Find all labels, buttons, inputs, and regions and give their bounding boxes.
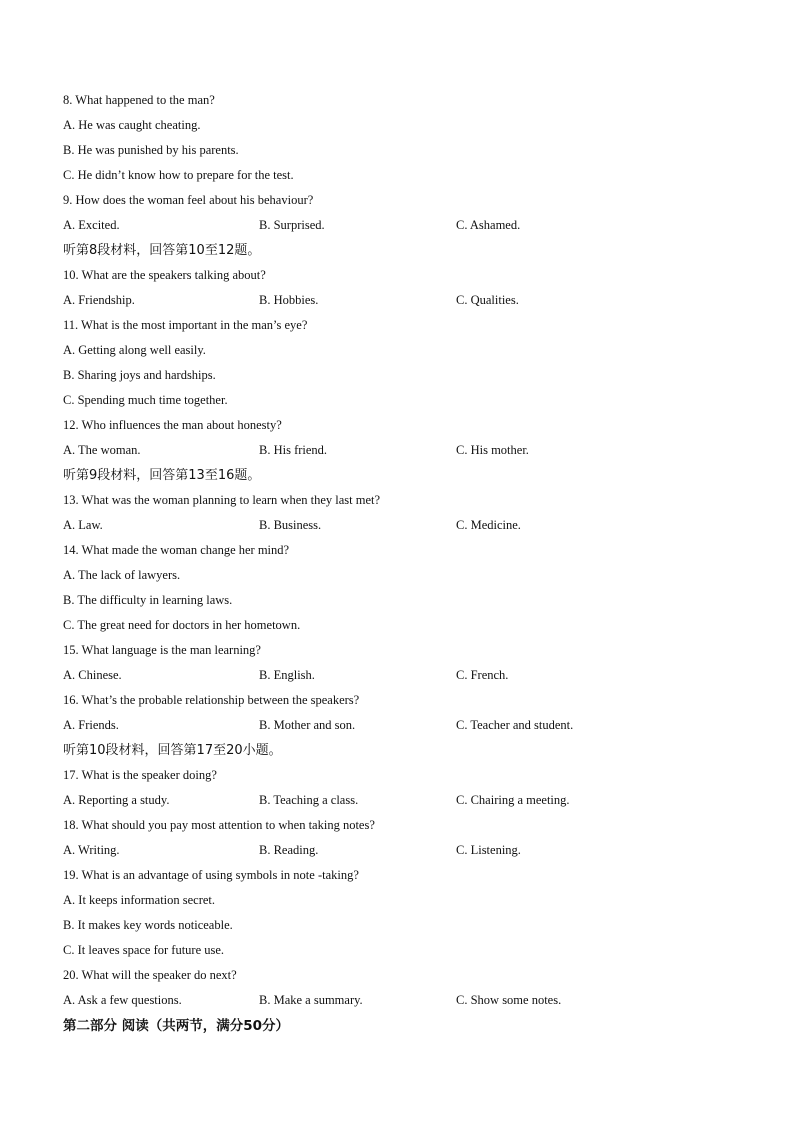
line-text: B. He was punished by his parents. xyxy=(63,143,239,157)
option-line xyxy=(63,563,743,588)
question-text xyxy=(63,863,743,888)
section-instruction xyxy=(63,463,743,488)
option-line xyxy=(63,338,743,363)
line-text: C. The great need for doctors in her hometown. xyxy=(63,618,301,632)
option-row xyxy=(63,288,743,313)
line-text: 13. What was the woman planning to learn when they last met? xyxy=(63,493,381,507)
option-row xyxy=(63,438,743,463)
line-text: 12. Who influences the man about honesty? xyxy=(63,418,282,432)
option-line xyxy=(63,388,743,413)
line-text: 9. How does the woman feel about his behaviour? xyxy=(63,193,314,207)
option-b: B. Make a summary. xyxy=(259,993,363,1007)
line-text: C. He didn’t know how to prepare for the test. xyxy=(63,168,294,182)
line-text: C. Spending much time together. xyxy=(63,393,228,407)
question-text xyxy=(63,413,743,438)
option-b: B. Hobbies. xyxy=(259,293,319,307)
line-text: A. The lack of lawyers. xyxy=(63,568,181,582)
option-b: B. Teaching a class. xyxy=(259,793,359,807)
option-line xyxy=(63,113,743,138)
option-c: C. Medicine. xyxy=(456,518,521,532)
line-text: B. The difficulty in learning laws. xyxy=(63,593,233,607)
line-text: 听第10段材料，回答第17至20小题。 xyxy=(63,743,282,758)
line-text: 14. What made the woman change her mind? xyxy=(63,543,290,557)
option-b: B. Business. xyxy=(259,518,322,532)
option-a: A. Excited. xyxy=(63,218,120,232)
option-line xyxy=(63,913,743,938)
question-text xyxy=(63,688,743,713)
question-text xyxy=(63,88,743,113)
line-text: B. It makes key words noticeable. xyxy=(63,918,233,932)
question-text xyxy=(63,313,743,338)
part-heading xyxy=(63,1013,743,1040)
line-text: 17. What is the speaker doing? xyxy=(63,768,217,782)
option-a: A. Friendship. xyxy=(63,293,135,307)
option-line xyxy=(63,138,743,163)
option-row xyxy=(63,788,743,813)
option-row xyxy=(63,213,743,238)
option-a: A. Chinese. xyxy=(63,668,122,682)
option-line xyxy=(63,938,743,963)
option-a: A. The woman. xyxy=(63,443,141,457)
option-a: A. Law. xyxy=(63,518,103,532)
question-text xyxy=(63,488,743,513)
line-text: 听第9段材料，回答第13至16题。 xyxy=(63,468,261,483)
option-b: B. Surprised. xyxy=(259,218,325,232)
section-instruction xyxy=(63,738,743,763)
option-row xyxy=(63,663,743,688)
line-text: C. It leaves space for future use. xyxy=(63,943,225,957)
option-b: B. His friend. xyxy=(259,443,328,457)
line-text: A. Getting along well easily. xyxy=(63,343,206,357)
option-b: B. Reading. xyxy=(259,843,319,857)
exam-content xyxy=(63,88,743,1040)
option-b: B. English. xyxy=(259,668,315,682)
option-c: C. Chairing a meeting. xyxy=(456,793,570,807)
line-text: 11. What is the most important in the man’s eye? xyxy=(63,318,308,332)
option-line xyxy=(63,888,743,913)
line-text: 第二部分 阅读（共两节，满分50分） xyxy=(63,1018,289,1034)
option-a: A. Friends. xyxy=(63,718,119,732)
line-text: A. It keeps information secret. xyxy=(63,893,216,907)
option-c: C. His mother. xyxy=(456,443,529,457)
option-c: C. Show some notes. xyxy=(456,993,562,1007)
line-text: 19. What is an advantage of using symbols in note -taking? xyxy=(63,868,359,882)
question-text xyxy=(63,538,743,563)
line-text: 10. What are the speakers talking about? xyxy=(63,268,266,282)
line-text: 15. What language is the man learning? xyxy=(63,643,261,657)
option-row xyxy=(63,838,743,863)
line-text: A. He was caught cheating. xyxy=(63,118,201,132)
line-text: 听第8段材料，回答第10至12题。 xyxy=(63,243,261,258)
option-row xyxy=(63,988,743,1013)
option-row xyxy=(63,713,743,738)
option-c: C. Qualities. xyxy=(456,293,519,307)
line-text: 8. What happened to the man? xyxy=(63,93,215,107)
question-text xyxy=(63,263,743,288)
line-text: 18. What should you pay most attention to when taking notes? xyxy=(63,818,375,832)
line-text: 20. What will the speaker do next? xyxy=(63,968,237,982)
option-line xyxy=(63,613,743,638)
option-row xyxy=(63,513,743,538)
question-text xyxy=(63,188,743,213)
line-text: 16. What’s the probable relationship between the speakers? xyxy=(63,693,360,707)
option-c: C. Listening. xyxy=(456,843,521,857)
section-instruction xyxy=(63,238,743,263)
option-c: C. Teacher and student. xyxy=(456,718,574,732)
option-line xyxy=(63,588,743,613)
option-a: A. Reporting a study. xyxy=(63,793,170,807)
option-c: C. Ashamed. xyxy=(456,218,521,232)
option-b: B. Mother and son. xyxy=(259,718,356,732)
option-line xyxy=(63,363,743,388)
question-text xyxy=(63,813,743,838)
question-text xyxy=(63,763,743,788)
option-a: A. Ask a few questions. xyxy=(63,993,182,1007)
option-a: A. Writing. xyxy=(63,843,120,857)
question-text xyxy=(63,963,743,988)
line-text: B. Sharing joys and hardships. xyxy=(63,368,216,382)
question-text xyxy=(63,638,743,663)
option-c: C. French. xyxy=(456,668,509,682)
option-line xyxy=(63,163,743,188)
